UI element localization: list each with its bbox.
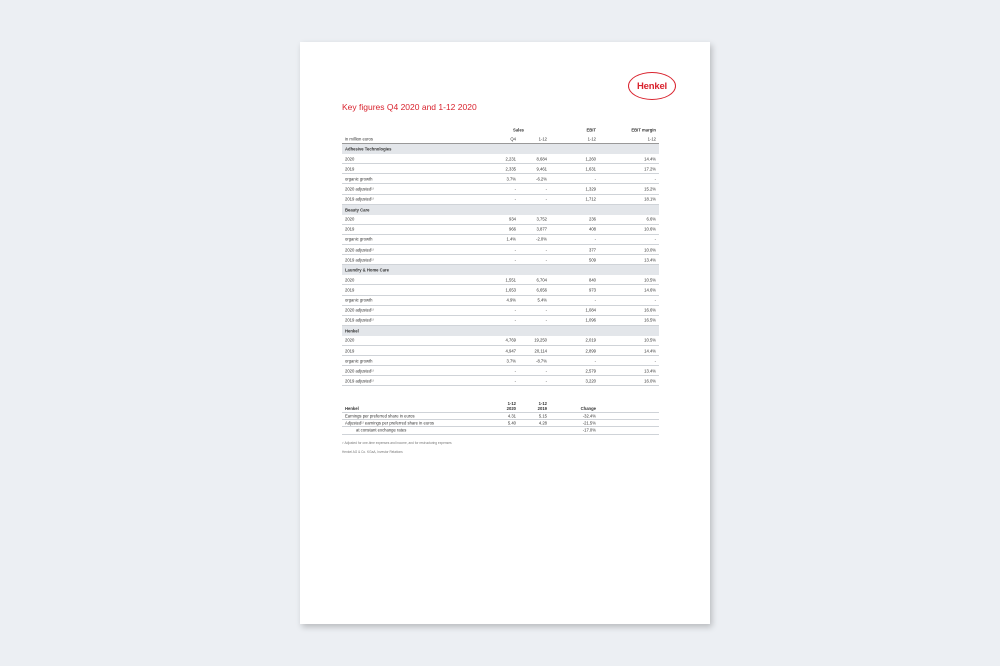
cell-sales-q4: 934 — [509, 216, 516, 222]
cell-sales-q4: 1,653 — [505, 287, 516, 293]
cell-ebit: 377 — [589, 247, 596, 253]
cell-sales-q4: 3.7% — [506, 358, 516, 364]
eps-col2-line: 1-12 2019 — [537, 401, 547, 411]
header-unit: in million euros — [345, 136, 373, 142]
cell-ebit: 1,631 — [585, 166, 596, 172]
cell-ebit: 840 — [589, 277, 596, 283]
cell-sales-1-12: - — [545, 368, 547, 374]
cell-sales-1-12: 3,752 — [536, 216, 547, 222]
row-label: 2019 adjusted¹⁾ — [345, 196, 374, 202]
cell-sales-1-12: -6.2% — [536, 176, 547, 182]
eps-table — [342, 397, 659, 435]
cell-sales-q4: - — [514, 317, 516, 323]
eps-cell-change: -17.0% — [582, 427, 596, 433]
cell-ebit-margin: 10.0% — [644, 247, 656, 253]
cell-sales-q4: - — [514, 307, 516, 313]
cell-sales-1-12: 9,461 — [536, 166, 547, 172]
table-row — [342, 316, 659, 326]
table-row — [342, 366, 659, 376]
cell-sales-1-12: - — [545, 247, 547, 253]
cell-ebit-margin: 18.1% — [644, 196, 656, 202]
table-row — [342, 245, 659, 255]
eps-row-label: at constant exchange rates — [356, 427, 407, 433]
cell-sales-q4: 2,231 — [505, 156, 516, 162]
row-label: 2019 adjusted¹⁾ — [345, 257, 374, 263]
row-label: organic growth — [345, 358, 373, 364]
row-label: Beauty Care — [345, 207, 370, 213]
cell-ebit-margin: 16.0% — [644, 378, 656, 384]
cell-ebit-margin: 15.2% — [644, 186, 656, 192]
table-row — [342, 285, 659, 295]
eps-cell-2020: 4.31 — [507, 413, 516, 419]
eps-header-change: Change — [580, 406, 596, 411]
cell-sales-1-12: 20,114 — [534, 348, 547, 354]
section-header-row — [342, 144, 659, 154]
table-row — [342, 255, 659, 265]
cell-ebit-margin: 6.6% — [646, 216, 656, 222]
cell-sales-q4: 4,769 — [505, 337, 516, 343]
row-label: Henkel — [345, 328, 359, 334]
eps-header-col1 — [507, 401, 516, 411]
table-column-header — [342, 134, 659, 144]
cell-ebit: 236 — [589, 216, 596, 222]
table-row — [342, 225, 659, 235]
cell-sales-1-12: - — [545, 186, 547, 192]
cell-ebit-margin: 14.4% — [644, 348, 656, 354]
cell-sales-q4: 2,335 — [505, 166, 516, 172]
cell-sales-1-12: - — [545, 378, 547, 384]
cell-sales-q4: 4.9% — [506, 297, 516, 303]
eps-header-col2 — [538, 401, 547, 411]
table-row — [342, 296, 659, 306]
cell-ebit: - — [594, 236, 596, 242]
row-label: 2020 — [345, 277, 355, 283]
cell-ebit-margin: - — [654, 297, 656, 303]
eps-col1-line: 1-12 2020 — [506, 401, 516, 411]
table-row — [342, 275, 659, 285]
cell-ebit-margin: 14.4% — [644, 156, 656, 162]
row-label: 2019 — [345, 348, 355, 354]
cell-ebit-margin: 10.5% — [644, 277, 656, 283]
cell-sales-q4: 4,947 — [505, 348, 516, 354]
cell-sales-1-12: 19,250 — [534, 337, 547, 343]
eps-row-label: Adjusted¹⁾ earnings per preferred share in euros — [345, 420, 435, 426]
row-label: 2019 adjusted¹⁾ — [345, 378, 374, 384]
logo-text: Henkel — [637, 80, 667, 92]
cell-ebit: 408 — [589, 226, 596, 232]
row-label: 2019 — [345, 287, 355, 293]
cell-ebit-margin: 13.4% — [644, 257, 656, 263]
cell-ebit: 973 — [589, 287, 596, 293]
cell-ebit: 509 — [589, 257, 596, 263]
cell-sales-1-12: 6,704 — [536, 277, 547, 283]
document-page — [300, 42, 710, 624]
cell-ebit-margin: 14.6% — [644, 287, 656, 293]
table-row — [342, 184, 659, 194]
table-row — [342, 376, 659, 386]
cell-ebit: 2,899 — [585, 348, 596, 354]
table-row — [342, 195, 659, 205]
header-ebit-margin: EBIT margin — [631, 127, 656, 133]
table-row — [342, 235, 659, 245]
cell-ebit-margin: 17.2% — [644, 166, 656, 172]
section-header-row — [342, 265, 659, 275]
table-row — [342, 336, 659, 346]
table-row — [342, 174, 659, 184]
section-header-row — [342, 205, 659, 215]
header-1-12: 1-12 — [538, 136, 547, 142]
cell-ebit: 1,260 — [585, 156, 596, 162]
cell-ebit: 2,579 — [585, 368, 596, 374]
table-row — [342, 346, 659, 356]
cell-ebit: 1,096 — [585, 317, 596, 323]
cell-ebit: 2,019 — [585, 337, 596, 343]
row-label: organic growth — [345, 176, 373, 182]
eps-cell-2019: 5.15 — [538, 413, 547, 419]
header-sales: Sales — [513, 127, 524, 133]
cell-sales-q4: - — [514, 247, 516, 253]
table-row — [342, 164, 659, 174]
row-label: 2019 — [345, 166, 355, 172]
row-label: 2020 — [345, 216, 355, 222]
key-figures-table — [342, 126, 659, 386]
cell-sales-1-12: 5.4% — [537, 297, 547, 303]
row-label: 2020 adjusted¹⁾ — [345, 186, 374, 192]
eps-row — [342, 420, 659, 427]
row-label: 2020 — [345, 337, 355, 343]
table-group-header — [342, 126, 659, 134]
row-label: 2020 — [345, 156, 355, 162]
header-margin-period: 1-12 — [647, 136, 656, 142]
row-label: organic growth — [345, 236, 373, 242]
cell-ebit-margin: 16.6% — [644, 307, 656, 313]
cell-sales-q4: 1.4% — [506, 236, 516, 242]
cell-ebit: 3,220 — [585, 378, 596, 384]
document-title: Key figures Q4 2020 and 1-12 2020 — [342, 102, 477, 112]
cell-sales-q4: 966 — [509, 226, 516, 232]
cell-sales-q4: - — [514, 186, 516, 192]
cell-ebit-margin: 10.6% — [644, 226, 656, 232]
eps-row — [342, 427, 659, 434]
eps-row — [342, 413, 659, 420]
cell-sales-q4: - — [514, 368, 516, 374]
row-label: 2020 adjusted¹⁾ — [345, 247, 374, 253]
cell-ebit: 1,712 — [585, 196, 596, 202]
header-ebit-period: 1-12 — [587, 136, 596, 142]
cell-ebit-margin: 13.4% — [644, 368, 656, 374]
section-header-row — [342, 326, 659, 336]
cell-ebit: - — [594, 358, 596, 364]
cell-sales-1-12: -8.7% — [536, 358, 547, 364]
cell-sales-q4: 3.7% — [506, 176, 516, 182]
cell-ebit-margin: 16.5% — [644, 317, 656, 323]
header-ebit: EBIT — [586, 127, 596, 133]
cell-sales-1-12: 6,656 — [536, 287, 547, 293]
cell-sales-1-12: - — [545, 196, 547, 202]
cell-sales-q4: - — [514, 196, 516, 202]
eps-cell-2020: 5.40 — [507, 420, 516, 426]
cell-ebit-margin: - — [654, 176, 656, 182]
cell-ebit: - — [594, 176, 596, 182]
cell-ebit-margin: - — [654, 358, 656, 364]
row-label: 2019 adjusted¹⁾ — [345, 317, 374, 323]
eps-cell-2019: 4.28 — [538, 420, 547, 426]
eps-header-label: Henkel — [345, 406, 359, 411]
table-row — [342, 154, 659, 164]
cell-sales-1-12: 3,877 — [536, 226, 547, 232]
table-row — [342, 356, 659, 366]
row-label: organic growth — [345, 297, 373, 303]
footnote-source: Henkel AG & Co. KGaA, Investor Relations — [342, 450, 403, 454]
header-q4: Q4 — [510, 136, 516, 142]
cell-sales-1-12: 8,684 — [536, 156, 547, 162]
cell-ebit: 1,329 — [585, 186, 596, 192]
cell-sales-q4: 1,551 — [505, 277, 516, 283]
cell-sales-1-12: - — [545, 257, 547, 263]
eps-cell-change: -21.5% — [582, 420, 596, 426]
eps-cell-change: -32.4% — [582, 413, 596, 419]
row-label: Adhesive Technologies — [345, 146, 392, 152]
table-row — [342, 306, 659, 316]
cell-ebit-margin: - — [654, 236, 656, 242]
cell-sales-1-12: -2.0% — [536, 236, 547, 242]
eps-row-label: Earnings per preferred share in euros — [345, 413, 415, 419]
row-label: 2020 adjusted¹⁾ — [345, 368, 374, 374]
cell-sales-q4: - — [514, 378, 516, 384]
cell-ebit-margin: 10.5% — [644, 337, 656, 343]
cell-ebit: 1,084 — [585, 307, 596, 313]
henkel-logo — [628, 72, 676, 100]
footnote-adjusted: ¹⁾ Adjusted for one-time expenses and income, and for restructuring expenses — [342, 441, 452, 445]
cell-sales-q4: - — [514, 257, 516, 263]
eps-header — [342, 397, 659, 413]
cell-ebit: - — [594, 297, 596, 303]
row-label: Laundry & Home Care — [345, 267, 389, 273]
row-label: 2020 adjusted¹⁾ — [345, 307, 374, 313]
cell-sales-1-12: - — [545, 317, 547, 323]
cell-sales-1-12: - — [545, 307, 547, 313]
row-label: 2019 — [345, 226, 355, 232]
table-row — [342, 215, 659, 225]
